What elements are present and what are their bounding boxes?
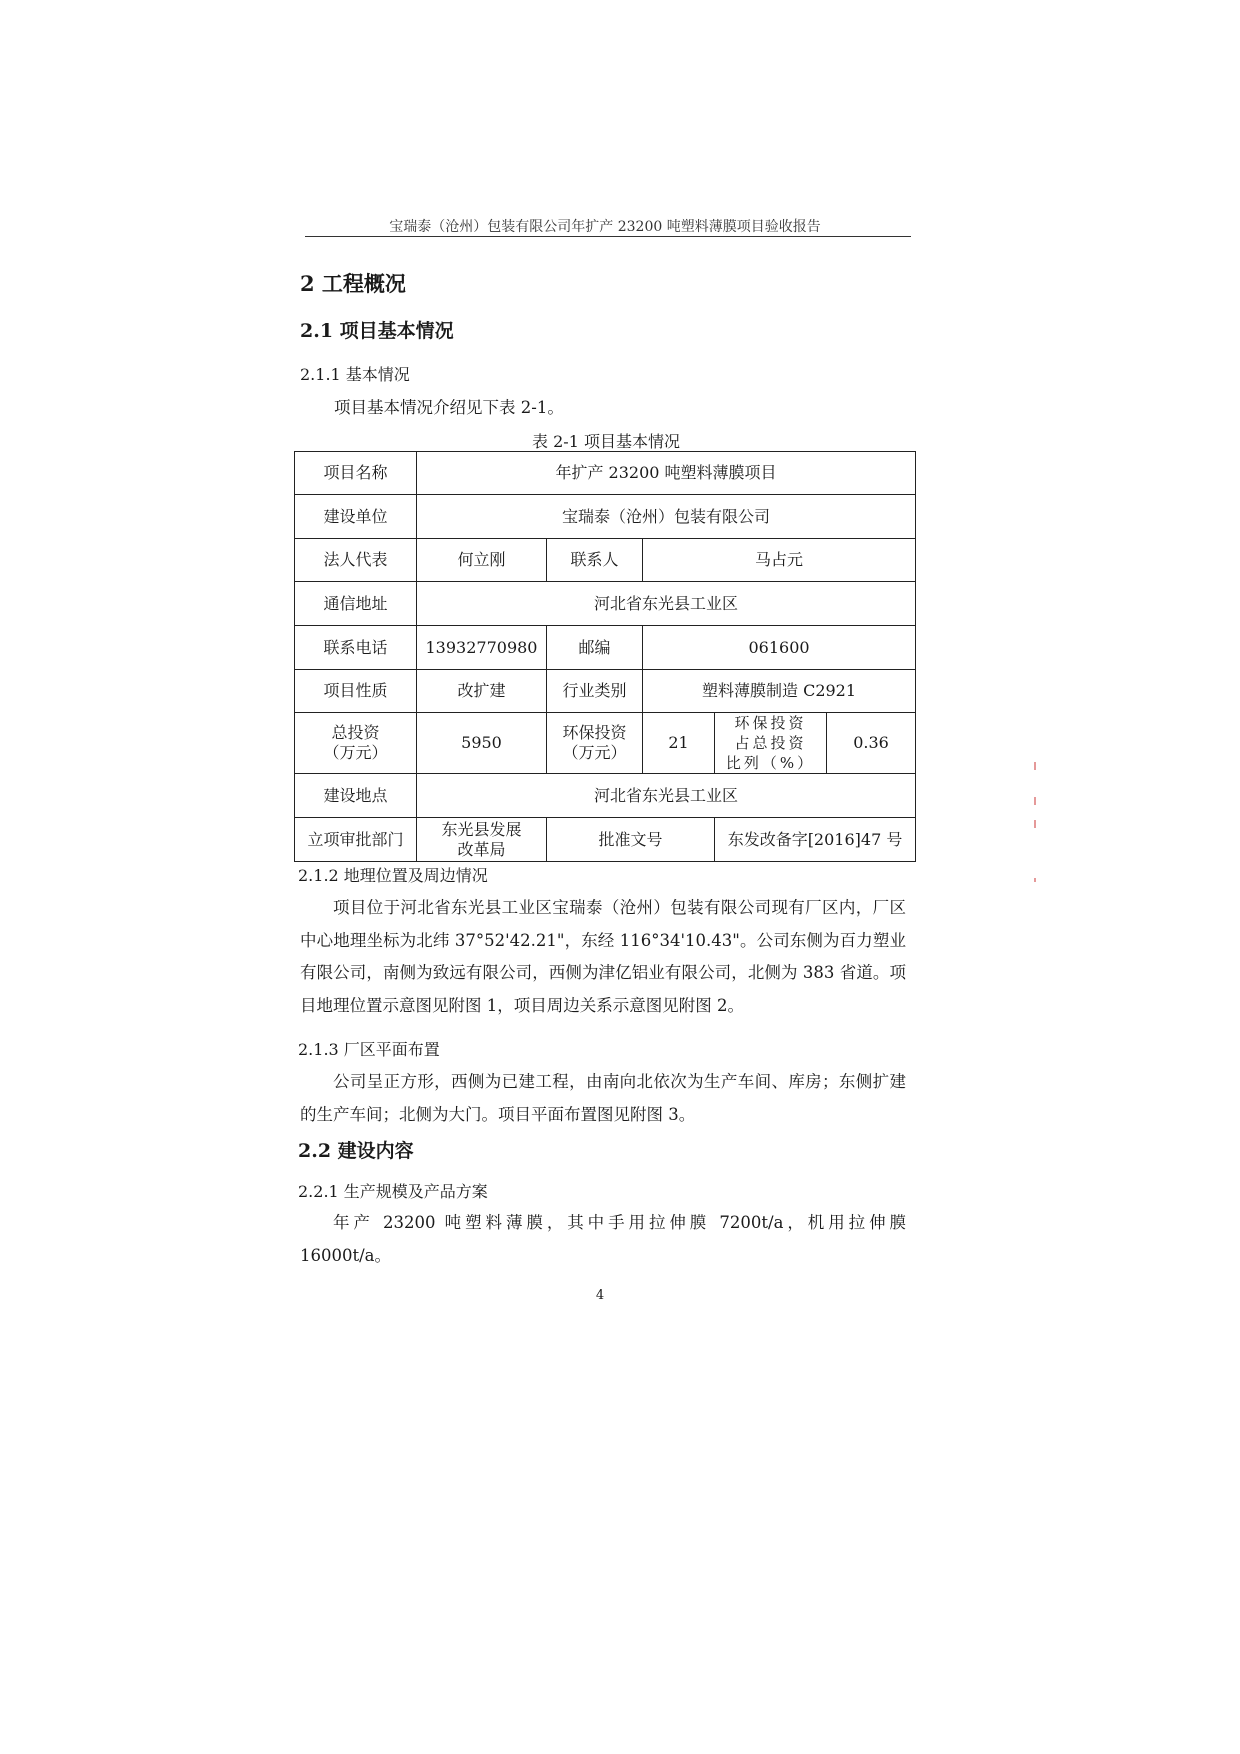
table-label — [547, 713, 643, 774]
table-cell: 东发改备字[2016]47 号 — [715, 818, 916, 862]
table-cell: 13932770980 — [417, 626, 547, 670]
paragraph-text: 公司呈正方形，西侧为已建工程，由南向北依次为生产车间、库房；东侧扩建的生产车间；北侧为大门。项目平面布置图见附图 3。 — [300, 1072, 906, 1124]
table-label: 批准文号 — [547, 818, 715, 862]
header-rule — [305, 236, 911, 237]
table-row — [295, 774, 916, 818]
section-2-1-2-paragraph — [300, 892, 906, 1022]
table-label — [295, 713, 417, 774]
scan-speck — [1034, 820, 1036, 828]
table-cell — [417, 818, 547, 862]
ratio-label-line: 环保投资 — [734, 714, 807, 732]
table-label: 立项审批部门 — [295, 818, 417, 862]
table-label: 项目性质 — [295, 670, 417, 713]
section-2-1-1-heading: 2.1.1 基本情况 — [300, 365, 410, 384]
table-cell: 21 — [643, 713, 715, 774]
table-cell: 马占元 — [643, 539, 916, 582]
table-cell: 河北省东光县工业区 — [417, 582, 916, 626]
project-info-table — [294, 451, 916, 862]
table-cell: 宝瑞泰（沧州）包装有限公司 — [417, 495, 916, 539]
section-2-2-1-heading: 2.2.1 生产规模及产品方案 — [298, 1182, 488, 1201]
table-cell: 塑料薄膜制造 C2921 — [643, 670, 916, 713]
ratio-label-line: 比列（%） — [725, 754, 816, 772]
table-caption: 表 2-1 项目基本情况 — [532, 432, 680, 451]
table-label: 通信地址 — [295, 582, 417, 626]
table-row — [295, 495, 916, 539]
table-row — [295, 539, 916, 582]
table-label: 建设地点 — [295, 774, 417, 818]
table-row — [295, 582, 916, 626]
table-label: 联系人 — [547, 539, 643, 582]
approval-dept-line: 东光县发展 — [441, 819, 522, 839]
invest-label-line: （万元） — [323, 743, 388, 762]
section-2-1-2-heading: 2.1.2 地理位置及周边情况 — [298, 866, 488, 885]
table-label — [715, 713, 827, 774]
table-cell: 河北省东光县工业区 — [417, 774, 916, 818]
invest-label-line: 总投资 — [331, 723, 380, 742]
env-invest-label-line: 环保投资 — [562, 723, 627, 742]
scan-speck — [1034, 797, 1036, 805]
table-cell: 0.36 — [827, 713, 916, 774]
section-2-2-1-paragraph — [300, 1207, 906, 1272]
table-cell: 5950 — [417, 713, 547, 774]
table-label: 行业类别 — [547, 670, 643, 713]
table-cell: 061600 — [643, 626, 916, 670]
table-row — [295, 713, 916, 774]
paragraph-text: 项目位于河北省东光县工业区宝瑞泰（沧州）包装有限公司现有厂区内，厂区中心地理坐标为北纬 37°52'42.21"，东经 116°34'10.43"。公司东侧为百力塑业有限公司，南侧为致远有限公司，西侧为津亿铝业有限公司，北侧为 383 省道。项目地理位置示意图见附图 1，项目周边关系示意图见附图 2。 — [300, 898, 906, 1015]
running-header: 宝瑞泰（沧州）包装有限公司年扩产 23200 吨塑料薄膜项目验收报告 — [389, 219, 821, 235]
table-row — [295, 452, 916, 495]
scan-speck — [1034, 878, 1036, 882]
ratio-label-line: 占总投资 — [734, 734, 807, 752]
table-label: 邮编 — [547, 626, 643, 670]
table-label: 法人代表 — [295, 539, 417, 582]
table-cell: 改扩建 — [417, 670, 547, 713]
table-row — [295, 818, 916, 862]
section-2-1-heading: 2.1 项目基本情况 — [300, 320, 454, 342]
paragraph-text: 年产 23200 吨塑料薄膜，其中手用拉伸膜 7200t/a，机用拉伸膜 16000t/a。 — [300, 1213, 906, 1265]
section-2-heading: 2 工程概况 — [300, 271, 406, 296]
page-number: 4 — [595, 1288, 605, 1303]
env-invest-label-line: （万元） — [562, 743, 627, 762]
table-cell: 年扩产 23200 吨塑料薄膜项目 — [417, 452, 916, 495]
section-2-2-heading: 2.2 建设内容 — [298, 1140, 414, 1162]
table-cell: 何立刚 — [417, 539, 547, 582]
section-2-1-3-heading: 2.1.3 厂区平面布置 — [298, 1040, 440, 1059]
section-2-1-3-paragraph — [300, 1066, 906, 1131]
approval-dept-line: 改革局 — [457, 839, 506, 859]
scan-speck — [1034, 762, 1036, 770]
table-label: 建设单位 — [295, 495, 417, 539]
section-2-1-1-text: 项目基本情况介绍见下表 2-1。 — [334, 398, 564, 417]
table-row — [295, 670, 916, 713]
table-label: 项目名称 — [295, 452, 417, 495]
table-row — [295, 626, 916, 670]
table-label: 联系电话 — [295, 626, 417, 670]
